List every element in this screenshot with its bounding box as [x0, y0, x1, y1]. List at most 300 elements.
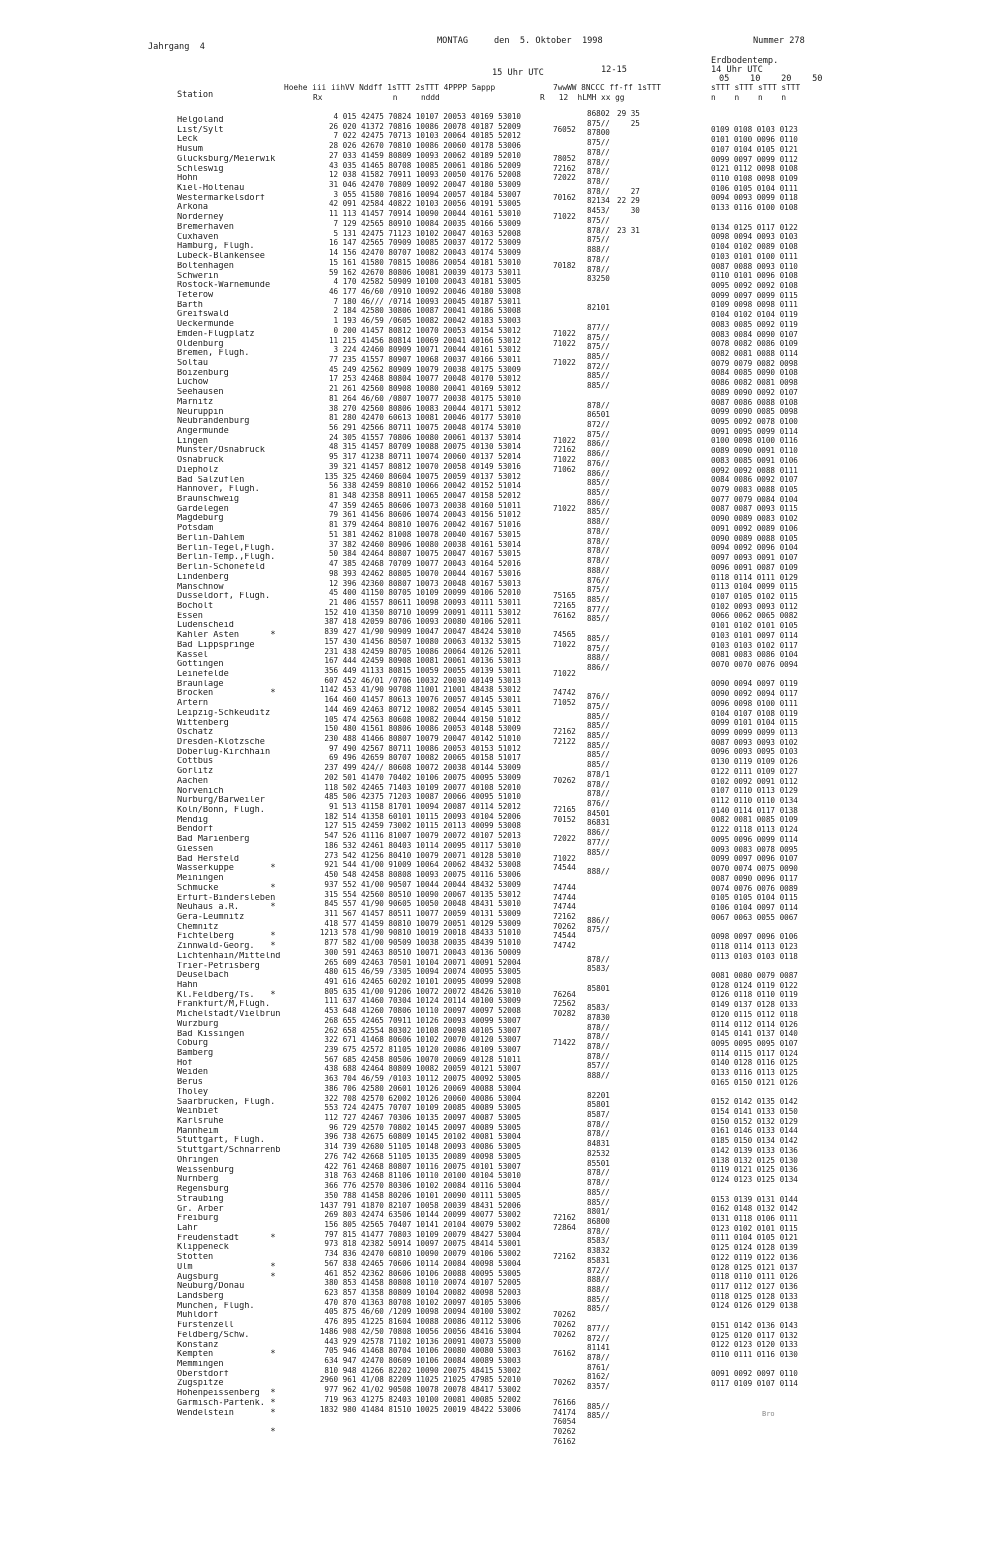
soil-temp-row: 0102 0093 0093 0112: [711, 601, 798, 611]
cloud-code: 85801: [587, 983, 610, 993]
mountain-mark: [268, 1166, 278, 1176]
soil-temp-row: 0118 0114 0111 0129: [711, 572, 798, 582]
station-name: Diepholz: [177, 465, 219, 475]
synop-row: 48 315 41457 80709 10088 20075 40130 53014: [328, 442, 521, 452]
mountain-mark: [268, 1020, 278, 1030]
weather-code: 71022: [553, 503, 576, 513]
soil-temp-row: 0102 0092 0091 0112: [711, 776, 798, 786]
present-weather-column: [553, 115, 576, 1446]
cloud-code: 877//: [587, 837, 610, 847]
station-name: Aachen: [177, 776, 209, 786]
cloud-code: 876//: [587, 799, 610, 809]
gust-values: [617, 546, 640, 556]
synop-row: 470 870 41363 80708 10102 20097 40105 53006: [324, 1297, 521, 1307]
gust-values: [617, 216, 640, 226]
cloud-group-column: [587, 109, 610, 1421]
mountain-mark: [268, 165, 278, 175]
weather-code: [553, 795, 576, 805]
mountain-mark: *: [270, 1427, 276, 1438]
weather-code: [553, 844, 576, 854]
station-name: Stötten: [177, 1253, 214, 1263]
weather-code: [553, 1369, 576, 1379]
gust-values: [617, 148, 640, 158]
weather-code: 71422: [553, 1038, 576, 1048]
soil-temp-row: 0070 0074 0075 0090: [711, 864, 798, 874]
synop-row: 300 591 42463 80510 10071 20043 40136 50009: [324, 947, 521, 957]
gust-values: [617, 128, 640, 138]
synop-row: 47 385 42468 70709 10077 20043 40164 52016: [328, 559, 521, 569]
cloud-code: 885//: [587, 721, 610, 731]
synop-row: 111 637 41460 70304 10124 20114 40100 53009: [324, 996, 521, 1006]
cloud-code: 86501: [587, 410, 610, 420]
gust-values: [617, 906, 640, 916]
gust-values: [617, 838, 640, 848]
mountain-mark: [268, 213, 278, 223]
weather-code: [553, 144, 576, 154]
gust-values: [617, 1334, 640, 1344]
synop-row: 1486 908 42/50 70808 10056 20056 48416 53004: [319, 1326, 521, 1336]
gust-values: [617, 1023, 640, 1033]
weather-code: [553, 824, 576, 834]
synop-row: 15 161 41580 70815 10086 20054 40181 53010: [328, 257, 521, 267]
synop-row: 11 113 41457 70914 10090 20044 40161 53010: [328, 209, 521, 219]
mountain-station-marks: [268, 116, 278, 1438]
synop-row: 27 033 41459 80809 10093 20062 40189 52010: [328, 150, 521, 160]
mountain-mark: [268, 1049, 278, 1059]
mountain-mark: [268, 233, 278, 243]
mountain-mark: [268, 1039, 278, 1049]
cloud-code: 85831: [587, 1255, 610, 1265]
synop-row: 156 805 42565 70407 10141 20104 40079 53002: [324, 1219, 521, 1229]
gust-values: [617, 993, 640, 1003]
synop-data-column: [285, 112, 521, 1414]
soil-temp-row: 0125 0124 0128 0139: [711, 1243, 798, 1253]
gust-values: [617, 1100, 640, 1110]
station-name: Chemnitz: [177, 922, 219, 932]
synop-row: 273 542 41256 80410 10079 20071 40128 53010: [324, 850, 521, 860]
station-name: Gera-Leumnitz: [177, 912, 245, 922]
weather-code: [553, 1174, 576, 1184]
soil-temp-row: 0103 0101 0100 0111: [711, 251, 798, 261]
cloud-code: [587, 887, 610, 897]
gust-values: [617, 1518, 640, 1528]
weather-code: [553, 222, 576, 232]
mountain-mark: [268, 563, 278, 573]
mountain-mark: [268, 709, 278, 719]
gust-values: [617, 1382, 640, 1392]
gust-values: [617, 439, 640, 449]
station-name: List/Sylt: [177, 125, 224, 135]
station-name: Norderney: [177, 213, 224, 223]
cloud-code: 876//: [587, 575, 610, 585]
cloud-code: 8583/: [587, 1003, 610, 1013]
synop-row: 973 818 42382 50914 10097 20075 48414 53001: [324, 1239, 521, 1249]
gust-values: [617, 925, 640, 935]
soil-temp-row: 0124 0123 0125 0134: [711, 1175, 798, 1185]
synop-row: 877 582 41/00 90509 10038 20035 48439 51010: [324, 938, 521, 948]
cloud-code: 878//: [587, 954, 610, 964]
cloud-code: 872//: [587, 1333, 610, 1343]
weather-code: 74744: [553, 882, 576, 892]
gust-values: [617, 857, 640, 867]
synop-row: 21 261 42560 80908 10080 20041 40169 53012: [328, 384, 521, 394]
gust-values: [617, 984, 640, 994]
gust-values: [617, 1285, 640, 1295]
gust-values: [617, 750, 640, 760]
weather-code: 75165: [553, 591, 576, 601]
mountain-mark: [268, 825, 278, 835]
station-name: Berlin-Dahlem: [177, 533, 245, 543]
synop-row: 81 280 42470 60613 10081 20046 40177 53010: [328, 413, 521, 423]
station-name: Magdeburg: [177, 514, 224, 524]
synop-row: 311 567 41457 80511 10077 20059 40131 53009: [324, 908, 521, 918]
mountain-mark: [268, 291, 278, 301]
mountain-mark: [268, 1030, 278, 1040]
station-name: Bad Lippspringe: [177, 640, 255, 650]
soil-temp-row: 0079 0079 0082 0098: [711, 358, 798, 368]
mountain-mark: [268, 1068, 278, 1078]
station-name: Wittenberg: [177, 718, 229, 728]
mountain-mark: [268, 787, 278, 797]
cloud-code: 878//: [587, 1129, 610, 1139]
weather-code: [553, 426, 576, 436]
cloud-code: 86800: [587, 1216, 610, 1226]
station-name: Stuttgart/Schnarrenb: [177, 1146, 281, 1156]
station-name: Braunschweig: [177, 495, 240, 505]
synop-row: 118 502 42465 71403 10109 20077 40108 52010: [324, 782, 521, 792]
synop-row: 268 655 42465 70911 10126 20093 40099 53007: [324, 1015, 521, 1025]
cloud-code: 875//: [587, 118, 610, 128]
weather-code: 74174: [553, 1407, 576, 1417]
gust-values: [617, 605, 640, 615]
weather-code: 72122: [553, 737, 576, 746]
cloud-code: 875//: [587, 701, 610, 711]
soil-temp-row: 0095 0092 0092 0108: [711, 280, 798, 290]
gust-values: [617, 1013, 640, 1023]
synop-row: 42 091 42584 40822 10103 20056 40191 53005: [328, 199, 521, 209]
mountain-mark: [268, 1292, 278, 1302]
station-name: Essen: [177, 611, 203, 621]
gust-values: [617, 1372, 640, 1382]
gust-values: [617, 255, 640, 265]
cloud-code: 885//: [587, 711, 610, 721]
mountain-mark: [268, 1321, 278, 1331]
synop-row: 81 379 42464 80810 10076 20042 40167 51016: [328, 520, 521, 530]
cloud-code: 878//: [587, 1226, 610, 1236]
station-name: Landsberg: [177, 1291, 224, 1301]
mountain-mark: [268, 262, 278, 272]
synop-row: 31 046 42470 70809 10092 20047 40180 53009: [328, 180, 521, 190]
day-label: MONTAG: [437, 36, 469, 46]
gust-values: [617, 1450, 640, 1460]
station-name: Leinefelde: [177, 669, 229, 679]
gust-values: [617, 974, 640, 984]
station-name: Erfurt-Bindersleben: [177, 893, 276, 903]
mountain-mark: [268, 1360, 278, 1370]
synop-row: 491 616 42465 60202 10101 20095 40099 52008: [324, 976, 521, 986]
footer-speck: Bro: [762, 1410, 775, 1418]
gust-values: [617, 1032, 640, 1042]
station-name: Doberlug-Kirchhain: [177, 747, 271, 757]
mountain-mark: *: [270, 688, 276, 699]
synop-row: 135 325 42460 80604 10075 20059 40137 53012: [324, 471, 521, 481]
gust-values: [617, 1314, 640, 1324]
gust-values: [617, 459, 640, 469]
cloud-code: [587, 391, 610, 401]
station-column-header: Station: [177, 90, 214, 100]
weather-code: 76162: [553, 1349, 576, 1359]
synop-row: 839 427 41/90 90909 10047 20047 48424 53010: [324, 627, 521, 637]
synop-row: 14 156 42470 80707 10082 20043 40174 53009: [328, 248, 521, 258]
station-name: Bocholt: [177, 601, 214, 611]
mountain-mark: [268, 913, 278, 923]
mountain-mark: [268, 145, 278, 155]
soil-temp-row: [711, 116, 798, 126]
gust-values: [617, 1227, 640, 1237]
station-name: Lingen: [177, 436, 209, 446]
gust-values: 30: [617, 206, 640, 216]
station-name: Emden-Flugplatz: [177, 329, 255, 339]
mountain-mark: *: [270, 630, 276, 641]
gust-values: 23 31: [617, 225, 640, 235]
station-name: Augsburg: [177, 1272, 219, 1282]
weather-code: 76264: [553, 989, 576, 999]
soil-temp-row: 0091 0092 0089 0106: [711, 523, 798, 533]
station-name: Soltau: [177, 358, 209, 368]
gust-values: [617, 1139, 640, 1149]
weather-code: [553, 1058, 576, 1068]
station-name: Potsdam: [177, 524, 214, 534]
soil-temp-row: 0079 0083 0088 0105: [711, 485, 798, 495]
station-name: Mannheim: [177, 1126, 219, 1136]
weather-code: [553, 183, 576, 193]
gust-values: [617, 566, 640, 576]
soil-temp-row: 0082 0081 0088 0114: [711, 348, 798, 358]
weather-code: [553, 1242, 576, 1252]
gust-values: [617, 721, 640, 731]
wind-gust-column: [617, 109, 640, 1557]
soil-temp-row: 0096 0091 0087 0109: [711, 562, 798, 572]
cloud-code: [587, 857, 610, 867]
soil-temp-title: Erdbodentemp.: [711, 56, 779, 66]
station-name: Neuburg/Donau: [177, 1282, 245, 1292]
synop-row: 17 253 42468 80804 10077 20048 40170 53012: [328, 374, 521, 384]
gust-values: [617, 517, 640, 527]
soil-temp-row: 0087 0086 0088 0108: [711, 397, 798, 407]
gust-values: [617, 1538, 640, 1548]
station-name: Fürstenzell: [177, 1321, 234, 1331]
mountain-mark: [268, 446, 278, 456]
soil-temp-row: 0087 0088 0093 0110: [711, 261, 798, 271]
soil-temp-row: 0090 0089 0088 0105: [711, 533, 798, 543]
station-name: Ulm: [177, 1262, 193, 1272]
synop-row: 81 264 46/60 /0807 10077 20038 40175 53010: [328, 393, 521, 403]
soil-temp-row: 0130 0119 0109 0126: [711, 757, 798, 767]
mountain-mark: *: [270, 1388, 276, 1399]
cloud-code: 878/1: [587, 769, 610, 779]
synop-row: 276 742 42668 51105 10135 20089 40098 53005: [324, 1151, 521, 1161]
gust-values: [617, 867, 640, 877]
weather-code: 70182: [553, 260, 576, 270]
soil-temp-row: 0113 0103 0103 0118: [711, 951, 798, 961]
weather-code: 71022: [553, 455, 576, 465]
soil-temp-row: 0074 0076 0076 0089: [711, 883, 798, 893]
mountain-mark: [268, 719, 278, 729]
weather-code: 71022: [553, 639, 576, 649]
cloud-code: 872//: [587, 420, 610, 429]
mountain-mark: *: [270, 989, 276, 1000]
cloud-code: 878//: [587, 147, 610, 157]
cloud-code: 878//: [587, 1168, 610, 1178]
mountain-mark: [268, 1175, 278, 1185]
mountain-mark: [268, 272, 278, 282]
synop-row: 4 015 42475 70824 10107 20053 40169 53010: [333, 112, 521, 121]
gust-values: [617, 653, 640, 663]
soil-temp-row: 0104 0107 0108 0119: [711, 708, 798, 718]
gust-values: [617, 498, 640, 508]
weather-code: 72165: [553, 805, 576, 815]
mountain-mark: [268, 835, 278, 845]
station-name: Zugspitze: [177, 1379, 224, 1389]
mountain-mark: [268, 796, 278, 806]
cloud-code: 886//: [587, 828, 610, 838]
station-name: Garmisch-Partenk.: [177, 1398, 265, 1408]
weather-code: [553, 1233, 576, 1243]
cloud-code: 878//: [587, 526, 610, 536]
station-name: Weinbiet: [177, 1107, 219, 1117]
station-name: Nürburg/Barweiler: [177, 796, 265, 806]
soil-temp-row: 0138 0132 0125 0130: [711, 1155, 798, 1165]
gust-values: [617, 673, 640, 683]
soil-temp-row: 0083 0084 0090 0107: [711, 329, 798, 339]
mountain-mark: [268, 126, 278, 136]
synop-row: 59 162 42670 80806 10081 20039 40173 53011: [328, 267, 521, 277]
synop-row: 623 857 41358 80809 10104 20082 40098 52003: [324, 1287, 521, 1297]
soil-temp-row: [711, 213, 798, 223]
synop-row: 810 948 41266 82202 10090 20075 48415 53002: [324, 1365, 521, 1375]
synop-row: 443 929 42578 71102 10136 20091 40073 55000: [324, 1336, 521, 1346]
gust-values: [617, 1411, 640, 1421]
synop-row: 97 490 42567 80711 10086 20053 40153 51012: [328, 743, 521, 753]
synop-row: 144 469 42463 80712 10082 20054 40145 53011: [324, 704, 521, 714]
weather-code: 72162: [553, 1252, 576, 1262]
gust-values: [617, 789, 640, 799]
station-name: Klippeneck: [177, 1243, 229, 1253]
station-name: Giessen: [177, 844, 214, 854]
weather-code: [553, 377, 576, 387]
mountain-mark: *: [270, 1271, 276, 1282]
station-name: Michelstadt/Vielbrun: [177, 1010, 281, 1020]
synop-row: 239 675 42572 81105 10120 20086 40109 53007: [324, 1045, 521, 1054]
weather-code: 72162: [553, 163, 576, 173]
weather-code: [553, 475, 576, 485]
synop-row: 797 815 41477 70803 10109 20079 48427 53004: [324, 1229, 521, 1239]
gust-values: 22 29: [617, 196, 640, 206]
synop-row: 977 962 41/02 90508 10078 20078 48417 53002: [324, 1385, 521, 1395]
station-name: Würzburg: [177, 1019, 219, 1029]
synop-row: 46 177 46/60 /0910 10092 20046 40180 53008: [328, 286, 521, 296]
gust-values: [617, 362, 640, 372]
mountain-mark: [268, 203, 278, 213]
cloud-code: 885//: [587, 1294, 610, 1304]
mountain-mark: [268, 398, 278, 408]
weather-code: 71022: [553, 357, 576, 367]
weather-code: [553, 271, 576, 281]
mountain-mark: [268, 184, 278, 194]
soil-temp-row: 0096 0093 0095 0103: [711, 747, 798, 757]
mountain-mark: [268, 777, 278, 787]
mountain-mark: [268, 1078, 278, 1088]
weather-code: 71022: [553, 328, 576, 338]
gust-values: [617, 265, 640, 275]
gust-values: [617, 138, 640, 148]
soil-temp-row: 0118 0110 0111 0126: [711, 1272, 798, 1282]
mountain-mark: [268, 1127, 278, 1137]
synop-row: 634 947 42470 80609 10106 20084 40089 53003: [324, 1356, 521, 1365]
synop-row: 105 474 42563 80608 10082 20044 40150 51012: [324, 714, 521, 724]
cloud-code: 876//: [587, 692, 610, 702]
gust-values: [617, 1547, 640, 1557]
soil-temp-row: 0161 0146 0133 0144: [711, 1126, 798, 1136]
gust-values: [617, 1217, 640, 1227]
gust-values: [617, 527, 640, 537]
weather-code: 74544: [553, 863, 576, 873]
weather-code: [553, 1359, 576, 1369]
station-name: Bamberg: [177, 1049, 214, 1058]
gust-values: [617, 1509, 640, 1519]
cloud-code: 878//: [587, 264, 610, 274]
cloud-code: 875//: [587, 643, 610, 653]
gust-values: [617, 1402, 640, 1412]
cloud-code: 83250: [587, 274, 610, 284]
weather-code: [553, 1281, 576, 1291]
mountain-mark: [268, 738, 278, 748]
soil-temp-time: 14 Uhr UTC: [711, 65, 763, 75]
gust-values: [617, 1246, 640, 1256]
soil-temp-row: [711, 106, 798, 116]
synop-row: 547 526 41116 81007 10079 20072 40107 52013: [324, 831, 521, 841]
mountain-mark: [268, 1370, 278, 1380]
synop-row: 2960 961 41/08 82209 11025 21025 47985 52010: [319, 1375, 521, 1385]
mountain-mark: [268, 1088, 278, 1098]
synop-row: 81 348 42358 80911 10065 20047 40158 52012: [328, 491, 521, 501]
mountain-mark: *: [270, 1407, 276, 1418]
station-name: Schwerin: [177, 271, 219, 281]
weather-code: [553, 1340, 576, 1350]
soil-temp-row: 0149 0137 0128 0133: [711, 1000, 798, 1010]
weather-code: 70262: [553, 1310, 576, 1320]
weather-code: 71062: [553, 464, 576, 474]
gust-values: [617, 731, 640, 741]
station-name: Cottbus: [177, 757, 214, 767]
soil-temp-row: [711, 670, 798, 680]
gust-values: [617, 1266, 640, 1276]
station-name: Kassel: [177, 650, 209, 660]
station-name: Hahn: [177, 980, 198, 990]
weather-code: 78052: [553, 153, 576, 163]
synop-row: 356 449 41133 80815 10059 20055 40139 53011: [324, 665, 521, 675]
station-name: Fichtelberg: [177, 932, 234, 942]
cloud-code: 885//: [587, 1197, 610, 1207]
cloud-code: 875//: [587, 215, 610, 225]
station-name: Weissenburg: [177, 1165, 234, 1175]
weather-code: 76166: [553, 1397, 576, 1407]
gust-values: [617, 294, 640, 304]
soil-temp-row: 0083 0085 0092 0119: [711, 319, 798, 329]
station-name: Neubrandenburg: [177, 417, 250, 427]
cloud-code: 82134: [587, 196, 610, 206]
weather-code: 70262: [553, 1378, 576, 1388]
